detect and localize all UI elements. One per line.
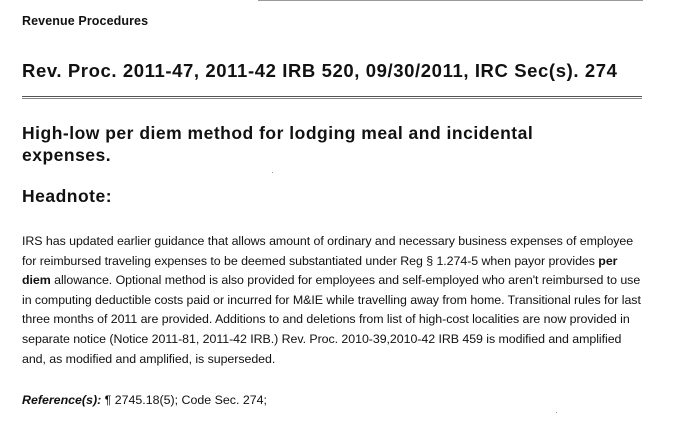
- section-label: Revenue Procedures: [22, 14, 149, 28]
- scan-speck: [556, 412, 557, 413]
- headnote-body: [22, 232, 642, 369]
- citation-heading: Rev. Proc. 2011-47, 2011-42 IRB 520, 09/30/2011, IRC Sec(s). 274: [22, 60, 618, 81]
- headnote-heading: Headnote:: [22, 186, 113, 206]
- top-divider: [258, 0, 643, 1]
- document-title: High-low per diem method for lodging meal and incidental expenses.: [22, 123, 534, 165]
- headnote-body-part2: allowance. Optional method is also provided for employees and self-employed who aren't reimbursed to use in computing deductible costs paid or incurred for M&IE while travelling away from home. Transitional rules for last three months of 2011 are provided. Additions to and deletions from list of high-cost localities are now provided in separate notice (Notice 2011-81, 2011-42 IRB.) Rev. Proc. 2010-39,2010-42 IRB 459 is modified and amplified and, as modified and amplified, is superseded.: [22, 273, 641, 366]
- references-value: ¶ 2745.18(5); Code Sec. 274;: [101, 393, 267, 407]
- references-line: [22, 393, 267, 407]
- scan-speck: [272, 172, 273, 173]
- headnote-body-part1: IRS has updated earlier guidance that allows amount of ordinary and necessary business expenses of employee for reimbursed traveling expenses to be deemed substantiated under Reg § 1.274-5 when payor provides: [22, 234, 634, 268]
- references-label: Reference(s):: [22, 393, 102, 407]
- heading-divider: [22, 96, 642, 99]
- headnote-body-emphasis: per diem: [22, 253, 618, 288]
